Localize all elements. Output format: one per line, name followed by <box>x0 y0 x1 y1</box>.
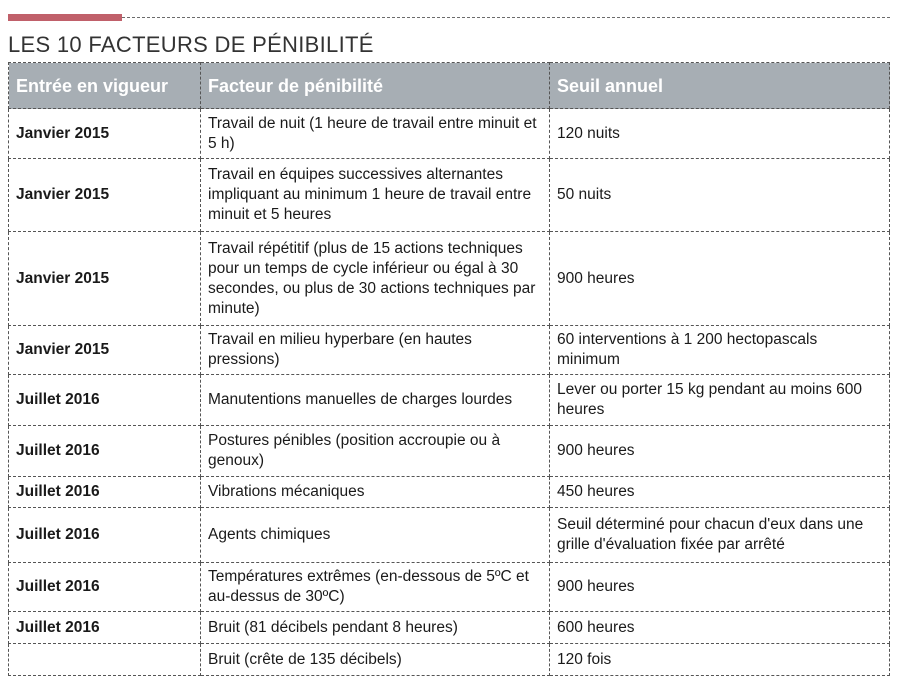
cell-facteur: Températures extrêmes (en-dessous de 5ºC et au-dessus de 30ºC) <box>201 563 550 612</box>
cell-seuil: 50 nuits <box>550 159 890 232</box>
cell-seuil: Lever ou porter 15 kg pendant au moins 600 heures <box>550 375 890 426</box>
table-row <box>9 109 890 159</box>
column-header-seuil: Seuil annuel <box>550 63 890 109</box>
cell-date: Juillet 2016 <box>9 375 201 426</box>
cell-date: Juillet 2016 <box>9 426 201 477</box>
table-row <box>9 644 890 676</box>
cell-facteur: Travail en équipes successives alternantes impliquant au minimum 1 heure de travail entre minuit et 5 heures <box>201 159 550 232</box>
cell-seuil: 900 heures <box>550 232 890 326</box>
cell-date: Juillet 2016 <box>9 508 201 563</box>
cell-facteur: Bruit (81 décibels pendant 8 heures) <box>201 612 550 644</box>
top-divider <box>122 17 890 18</box>
column-header-facteur: Facteur de pénibilité <box>201 63 550 109</box>
cell-seuil: 900 heures <box>550 563 890 612</box>
table-row <box>9 612 890 644</box>
accent-bar <box>8 14 122 21</box>
table-header-row <box>9 63 890 109</box>
cell-facteur: Travail de nuit (1 heure de travail entre minuit et 5 h) <box>201 109 550 159</box>
cell-date: Janvier 2015 <box>9 159 201 232</box>
cell-date: Juillet 2016 <box>9 612 201 644</box>
cell-seuil: 60 interventions à 1 200 hectopascals minimum <box>550 326 890 375</box>
cell-seuil: Seuil déterminé pour chacun d'eux dans une grille d'évaluation fixée par arrêté <box>550 508 890 563</box>
table-row <box>9 508 890 563</box>
cell-date: Janvier 2015 <box>9 232 201 326</box>
page-title: LES 10 FACTEURS DE PÉNIBILITÉ <box>8 32 374 57</box>
table-row <box>9 232 890 326</box>
table-row <box>9 563 890 612</box>
cell-seuil: 900 heures <box>550 426 890 477</box>
cell-date: Janvier 2015 <box>9 109 201 159</box>
cell-facteur: Travail répétitif (plus de 15 actions techniques pour un temps de cycle inférieur ou égal à 30 secondes, ou plus de 30 actions techniques par minute) <box>201 232 550 326</box>
table-row <box>9 326 890 375</box>
cell-date: Juillet 2016 <box>9 563 201 612</box>
cell-date: Janvier 2015 <box>9 326 201 375</box>
table-row <box>9 159 890 232</box>
cell-facteur: Postures pénibles (position accroupie ou à genoux) <box>201 426 550 477</box>
cell-seuil: 120 fois <box>550 644 890 676</box>
table-row <box>9 375 890 426</box>
cell-seuil: 450 heures <box>550 477 890 508</box>
cell-seuil: 600 heures <box>550 612 890 644</box>
cell-facteur: Agents chimiques <box>201 508 550 563</box>
table-row <box>9 426 890 477</box>
cell-date: Juillet 2016 <box>9 477 201 508</box>
cell-seuil: 120 nuits <box>550 109 890 159</box>
column-header-date: Entrée en vigueur <box>9 63 201 109</box>
table-row <box>9 477 890 508</box>
cell-date <box>9 644 201 676</box>
cell-facteur: Bruit (crête de 135 décibels) <box>201 644 550 676</box>
cell-facteur: Vibrations mécaniques <box>201 477 550 508</box>
penibilite-table <box>8 62 890 676</box>
cell-facteur: Travail en milieu hyperbare (en hautes pressions) <box>201 326 550 375</box>
cell-facteur: Manutentions manuelles de charges lourdes <box>201 375 550 426</box>
